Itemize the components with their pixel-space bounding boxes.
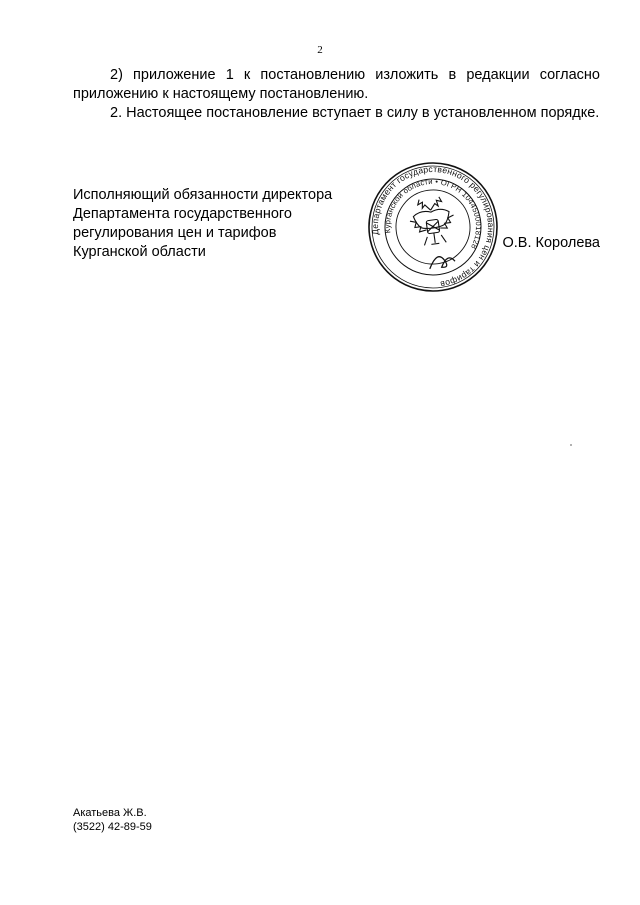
- paragraph-effective-date: 2. Настоящее постановление вступает в силу в установленном порядке.: [110, 105, 600, 121]
- page-number: 2: [317, 44, 323, 56]
- signatory-position: [73, 186, 353, 262]
- paragraph-amendment: 2) приложение 1 к постановлению изложить в редакции согласно приложению к настоящему постановлению.: [73, 67, 600, 102]
- executor-name: Акатьева Ж.В.: [73, 807, 147, 819]
- position-line: Курганской области: [73, 244, 206, 260]
- signatory-name: О.В. Королева: [502, 235, 600, 251]
- position-line: регулирования цен и тарифов: [73, 225, 277, 241]
- position-line: Исполняющий обязанности директора: [73, 187, 333, 203]
- seal-inner-text: Курганской области • ОГРН 1044500018128: [382, 176, 484, 251]
- eagle-emblem-icon: [407, 195, 457, 247]
- scan-artifact-dot: [570, 444, 572, 446]
- executor-phone: (3522) 42-89-59: [73, 821, 152, 833]
- executor-info: [73, 806, 152, 834]
- seal-icon: [366, 160, 500, 294]
- seal-outer-text: Департамент государственного регулирования цен и тарифов: [369, 163, 497, 290]
- signature-icon: [428, 255, 455, 270]
- document-body: [73, 66, 600, 123]
- position-line: Департамента государственного: [73, 206, 292, 222]
- official-seal-stamp: [366, 160, 500, 294]
